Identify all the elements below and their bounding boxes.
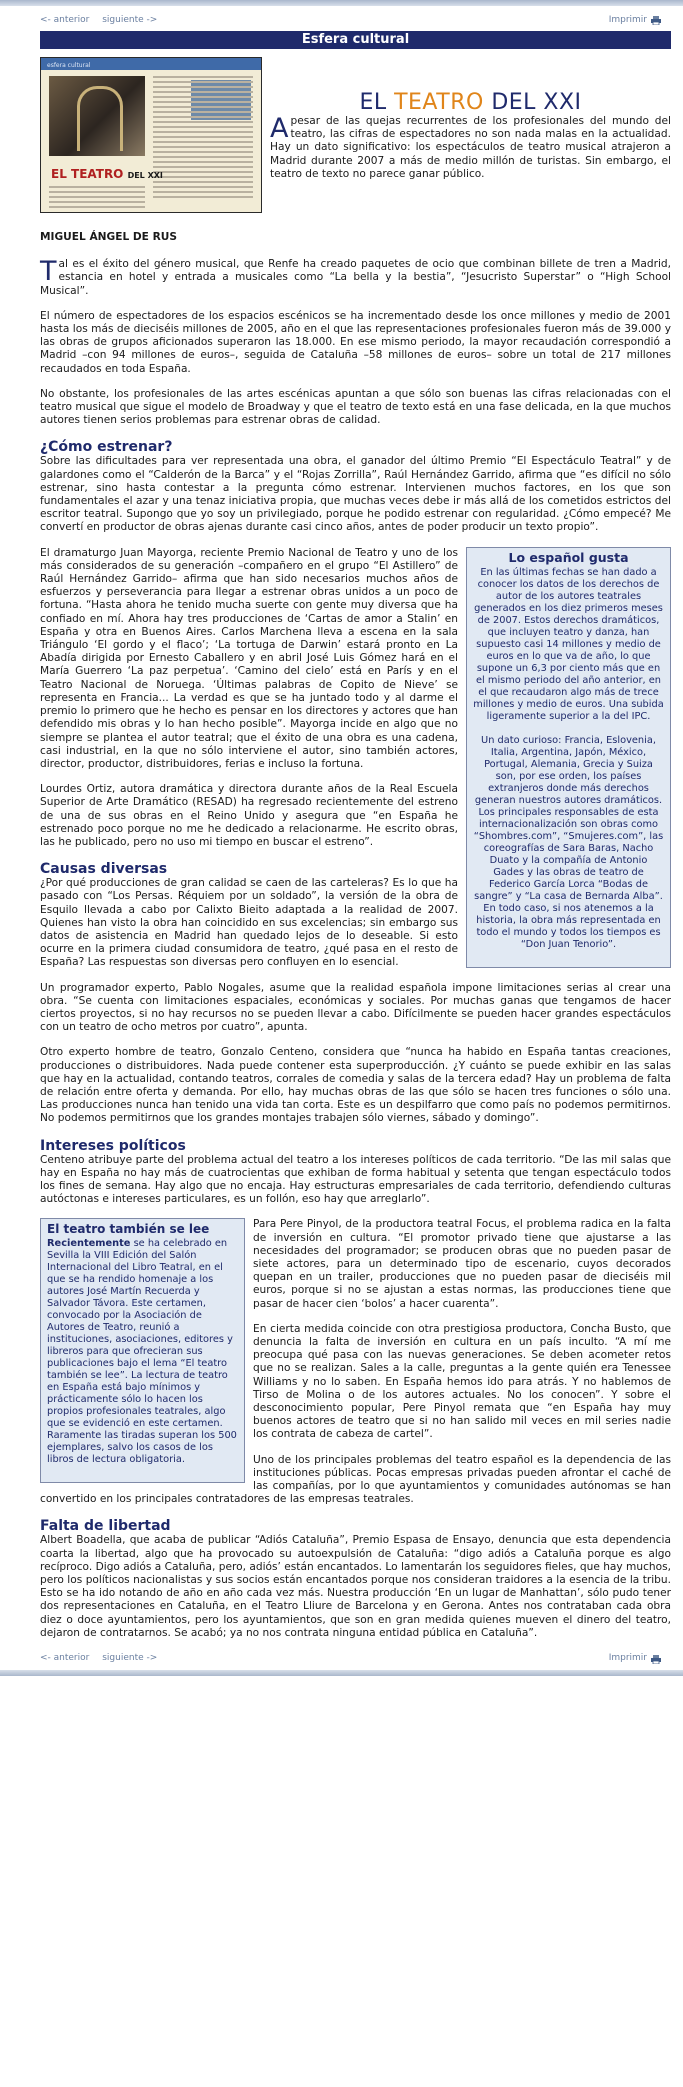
- previous-link-bottom[interactable]: <- anterior: [40, 1653, 90, 1664]
- body-paragraph: No obstante, los profesionales de las artes escénicas apuntan a que sólo son buenas las cifras relacionadas con el teatro musical que sigue el modelo de Broadway y que el teatro de texto está en una fase delicada, en la que muchos autores tienen serios problemas para estrenar obras de calidad.: [40, 387, 671, 427]
- body-paragraph: El dramaturgo Juan Mayorga, reciente Premio Nacional de Teatro y uno de los más considerados de su generación –compañero en el grupo “El Astillero” de Raúl Hernández Garrido– afirma que han sido necesarios muchos años de esfuerzos y perseverancia para llegar a estrenar obras unidos a un poco de fortuna. “Hasta ahora he tenido mucha suerte con gente muy diversa que ha confiado en mí. Ahora hay tres producciones de ‘Cartas de amor a Stalin’ en España y otra en Buenos Aires. Carlos Marchena lleva a escena en la sala Triángulo ‘El gordo y el flaco’; ‘La tortuga de Darwin’ estará pronto en La Abadía dirigida por Ernesto Caballero y en abril José Luis Gómez hará en el María Guerrero ‘La paz perpetua’. ‘Camino del cielo’ está en París y en el Teatro Nacional de Noruega. ‘Últimas palabras de Copito de Nieve’ se representa en Francia... La verdad es que se ha juntado todo y al darme el premio lo primero que he hecho es pensar en los directores y actores que han defendido mis obras y lo han hecho posible”. Mayorga incide en algo que no siempre se plantea el autor teatral; que el éxito de una obra es una cadena, casi industrial, en la que no sólo interviene el autor, sino también actores, director, productor, distribuidores, ferias e incluso la fortuna.: [40, 546, 458, 770]
- body-paragraph: Lourdes Ortiz, autora dramática y directora durante años de la Real Escuela Superior de Arte Dramático (RESAD) ha regresado recientemente del estreno de una de sus obras en el Reino Unido y asegura que “en España he estrenado poco porque no me he dedicado a relacionarme. He escrito obras, las he publicado, pero no uso mi tiempo en buscar el estreno”.: [40, 783, 458, 848]
- body-paragraph: Un programador experto, Pablo Nogales, asume que la realidad española impone limitaciones serias al crear una obra. “Se cuenta con limitaciones espaciales, económicas y sociales. Por muchas ganas que tengamos de hacer ciertos proyectos, si no hay recursos no se pueden llevar a cabo. Difícilmente se pueden hacer grandes espectáculos con un teatro de ocho metros por cuatro”, apunta.: [40, 981, 671, 1034]
- magazine-band: [41, 58, 261, 70]
- lead-paragraph: Tal es el éxito del género musical, que Renfe ha creado paquetes de ocio que combinan billete de tren a Madrid, estancia en hotel y entrada a musicales como “La bella y la bestia”, “Jesucristo Superstar” o “High School Musical”.: [40, 256, 671, 297]
- intro-paragraph: A pesar de las quejas recurrentes de los profesionales del mundo del teatro, las cifras de espectadores no son nada malas en la actualidad. Hay un dato significativo: los espectáculos de teatro musical atrajeron a Madrid durante 2007 a más de medio millón de turistas. Sin embargo, el teatro de texto no parece ganar público.: [270, 113, 671, 180]
- author-byline: MIGUEL ÁNGEL DE RUS: [40, 231, 177, 243]
- print-link[interactable]: [609, 14, 661, 27]
- magazine-band-label: esfera cultural: [47, 62, 91, 69]
- hero: [40, 57, 671, 217]
- pager-links-bottom: [40, 1652, 167, 1665]
- magazine-text-lines: [153, 76, 253, 206]
- magazine-arch-shape: [77, 86, 123, 151]
- magazine-title: EL TEATRO DEL XXI: [51, 167, 163, 181]
- next-link[interactable]: siguiente ->: [102, 15, 158, 26]
- top-decoration-bar: [0, 0, 683, 6]
- subheading-estrenar: ¿Cómo estrenar?: [40, 439, 173, 456]
- print-label: Imprimir: [608, 15, 647, 26]
- subheading-libertad: Falta de libertad: [40, 1518, 171, 1535]
- article-page: [0, 14, 683, 1666]
- bottom-navigation: [40, 1652, 671, 1666]
- sidebar-paragraph: En las últimas fechas se han dado a conocer los datos de los derechos de autor de los autores teatrales generados en los diez primeros meses de 2007. Estos derechos dramáticos, que incluyen teatro y danza, han supuesto casi 14 millones y medio de euros en lo que va de año, lo que supone un 6,3 por ciento más que en el mismo periodo del año anterior, en el que recaudaron algo más de trece millones y medio de euros. Una subida ligeramente superior a la del IPC.: [473, 566, 664, 722]
- body-paragraph: ¿Por qué producciones de gran calidad se caen de las carteleras? Es lo que ha pasado con “Los Persas. Réquiem por un soldado”, la versión de la obra de Esquilo llevada a cabo por Calixto Bieito adaptada a la realidad de 2007. Quienes han visto la obra han coincidido en sus excelencias; sin embargo sus datos de asistencia en Madrid han quedado lejos de lo deseable. Si esto ocurre en la primera ciudad consumidora de teatro, ¿qué pasa en el resto de España? Las respuestas son diversas pero confluyen en lo esencial.: [40, 877, 458, 969]
- printer-icon: [651, 1655, 661, 1664]
- previous-link[interactable]: <- anterior: [40, 15, 90, 26]
- print-label-bottom: Imprimir: [608, 1653, 647, 1664]
- top-navigation: [40, 14, 671, 28]
- print-link-bottom[interactable]: [609, 1652, 661, 1665]
- subheading-causas: Causas diversas: [40, 861, 168, 878]
- bottom-decoration-bar: [0, 1670, 683, 1676]
- sidebar-title: El teatro también se lee: [47, 1222, 210, 1237]
- body-paragraph: Para Pere Pinyol, de la productora teatral Focus, el problema radica en la falta de inversión en cultura. “El promotor privado tiene que ajustarse a las necesidades del programador; se producen obras que no pueden pasar de siete actores, para un determinado tipo de escenario, cuyos decorados quepan en un trailer, producciones que no pueden pasar de dieciséis mil euros, porque si no se ajustan a estas normas, las producciones tiene que pasar de hacer cien ‘bolos’ a hacer cuarenta”.: [253, 1218, 671, 1310]
- pager-links: [40, 14, 167, 27]
- magazine-text-lines-bottom: [49, 186, 145, 211]
- printer-icon: [651, 16, 661, 25]
- next-link-bottom[interactable]: siguiente ->: [102, 1653, 158, 1664]
- intro-dropcap: A: [270, 113, 289, 144]
- section-title-bar: Esfera cultural: [40, 31, 671, 49]
- article-title: EL TEATRO DEL XXI: [359, 90, 582, 115]
- sidebar-teatro-se-lee: [40, 1218, 245, 1483]
- body-paragraph: Albert Boadella, que acaba de publicar “Adiós Cataluña”, Premio Espasa de Ensayo, denuncia que esta dependencia coarta la libertad, algo que ha provocado su autoexpulsión de Cataluña: “digo adiós a Cataluña porque es algo recíproco. Digo adiós a Cataluña, pero, adiós’ están encantados. Lo lamentarán los seguidores fieles, que hay muchos, pero los políticos nacionalistas y sus socios están encantados porque nos consideran traidores a la esencia de la tribu. Esto se ha ido notando de año en año cada vez más. Nuestra producción ‘En un lugar de Manhattan’, sólo pudo tener dos representaciones en Cataluña, en el Teatro Lliure de Barcelona y en Gerona. Antes nos contrataban cada obra diez o doce ayuntamientos, pero los ayuntamientos, que son en gran medida quienes mueven el dinero del teatro, dejaron de contratarnos. Se acabó; ya no nos contrata ninguna entidad pública en Cataluña”.: [40, 1534, 671, 1639]
- body-paragraph: En cierta medida coincide con otra prestigiosa productora, Concha Busto, que denuncia la falta de inversión en cultura en un país inculto. “A mí me preocupa qué pasa con las nuevas generaciones. Se deben acometer retos que no se realizan. Sales a la calle, preguntas a la gente quién era Tenessee Williams y no lo saben. En España hemos ido para atrás. Y no hablemos de Tirso de Molina o de los autores actuales. No los conocen”. Y sobre el desconocimiento popular, Pere Pinyol remata que “en España hay muy buenos actores de teatro que si no han salido mil veces en mil series nadie los contrata de cabeza de cartel”.: [253, 1322, 671, 1441]
- body-paragraph: Centeno atribuye parte del problema actual del teatro a los intereses políticos de cada territorio. “De las mil salas que hay en España no hay más de cuatrocientas que exhiban de forma habitual y setenta que tengan espectáculo todos los fines de semana. Hay algo que no encaja. Hay estructuras empresariales de cada territorio, defendiendo culturas autóctonas e intereses particulares, es un follón, eso hay que arreglarlo”.: [40, 1153, 671, 1206]
- subheading-intereses: Intereses políticos: [40, 1137, 186, 1154]
- body-paragraph: Uno de los principales problemas del teatro español es la dependencia de las instituciones públicas. Pocas empresas privadas pueden afrontar el caché de las compañías, por lo que ayuntamientos y comunidades autónomas se han convertido en los principales contratadores de las empresas teatrales.: [40, 1453, 671, 1506]
- sidebar-paragraph: Recientemente se ha celebrado en Sevilla la VIII Edición del Salón Internacional del Libro Teatral, en el que se ha rendido homenaje a los autores José Martín Recuerda y Salvador Távora. Este certamen, convocado por la Asociación de Autores de Teatro, reunió a instituciones, asociaciones, editores y libreros para que ofrecieran sus publicaciones bajo el lema “El teatro también se lee”. La lectura de teatro en España está bajo mínimos y prácticamente sólo lo hacen los propios profesionales teatrales, algo que se evidenció en este certamen. Raramente las tiradas superan los 500 ejemplares, salvo los casos de los libros de lectura obligatoria.: [47, 1238, 237, 1466]
- lead-dropcap: T: [40, 256, 57, 288]
- body-paragraph: El número de espectadores de los espacios escénicos se ha incrementado desde los once millones y medio de 2001 hasta los más de dieciséis millones de 2005, año en el que las representaciones profesionales fueron más de 39.000 y las obras de grupos aficionados superaron las 18.000. En ese mismo periodo, la mayor recaudación correspondió a Madrid –con 94 millones de euros–, seguida de Cataluña –58 millones de euros– sobre un total de 217 millones recaudados en toda España.: [40, 309, 671, 375]
- body-paragraph: Otro experto hombre de teatro, Gonzalo Centeno, considera que “nunca ha habido en España tantas creaciones, producciones o distribuidores. Nada puede contener esta superproducción. ¿Y cuánto se puede exhibir en las salas que hay en la actualidad, contando teatros, corrales de comedia y salas de la tercera edad? Hay un problema de falta de relación entre oferta y demanda. Por ello, hay muchas obras de las que sólo se hacen tres funciones o sólo una. Las producciones nunca han tenido una vida tan corta. Este es un despilfarro que como país no podemos permitirnos. No podemos permitirnos que los grandes montajes trabajen sólo viernes, sábado y domingo”.: [40, 1046, 671, 1125]
- magazine-cover-image: [40, 57, 262, 213]
- body-paragraph: Sobre las dificultades para ver representada una obra, el ganador del último Premio “El Espectáculo Teatral” y de galardones como el “Calderón de la Barca” y el “Rojas Zorrilla”, Raúl Hernández Garrido, afirma que “es difícil no sólo estrenar, sino hasta contestar a la pregunta cómo estrenar. Intervienen muchos factores, en los que son fundamentales el azar y una tenaz iniciativa propia, que muchas veces debe ir más allá de los cometidos estrictos del escritor teatral. Supongo que yo soy un privilegiado, porque he podido estrenar con regularidad. ¿Cómo empecé? Me convertí en productor de obras ajenas durante casi cinco años, antes de poder producir un texto propio”.: [40, 455, 671, 534]
- sidebar-title: Lo español gusta: [508, 549, 629, 565]
- sidebar-paragraph: Un dato curioso: Francia, Eslovenia, Italia, Argentina, Japón, México, Portugal, Alemania, Grecia y Suiza son, por ese orden, los países extranjeros donde más derechos generan nuestros autores dramáticos. Los principales responsables de esta internacionalización son obras como “Shombres.com”, “Smujeres.com”, las coreografías de Sara Baras, Nacho Duato y la compañía de Antonio Gades y las obras de teatro de Federico García Lorca “Bodas de sangre” y “La casa de Bernarda Alba”. En todo caso, si nos atenemos a la historia, la obra más representada en todo el mundo y todos los tiempos es “Don Juan Tenorio”.: [473, 734, 664, 950]
- sidebar-lo-espanol-gusta: [466, 547, 671, 968]
